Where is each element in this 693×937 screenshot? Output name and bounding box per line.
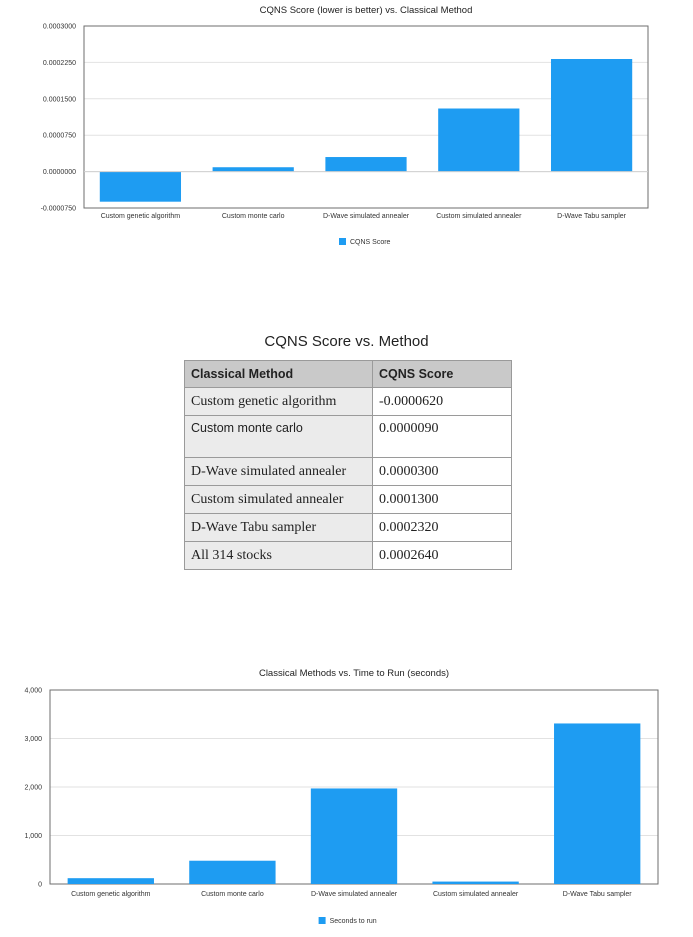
x-tick-label: D-Wave Tabu sampler bbox=[562, 891, 632, 898]
method-cell: D-Wave simulated annealer bbox=[185, 458, 373, 486]
y-tick-label: 2,000 bbox=[24, 784, 42, 792]
bar bbox=[189, 861, 275, 884]
y-tick-label: -0.0000750 bbox=[40, 205, 76, 213]
legend-label: Seconds to run bbox=[329, 918, 377, 925]
method-cell: Custom genetic algorithm bbox=[185, 388, 373, 416]
table-row bbox=[185, 388, 512, 416]
method-cell: All 314 stocks bbox=[185, 542, 373, 570]
x-tick-label: Custom monte carlo bbox=[221, 213, 285, 220]
table-row bbox=[185, 514, 512, 542]
y-tick-label: 0.0002250 bbox=[42, 59, 76, 67]
y-tick-label: 0 bbox=[38, 881, 42, 889]
x-tick-label: Custom simulated annealer bbox=[432, 891, 519, 898]
method-cell: D-Wave Tabu sampler bbox=[185, 514, 373, 542]
bar bbox=[551, 59, 632, 172]
bar bbox=[554, 723, 640, 884]
chart-title: CQNS Score (lower is better) vs. Classical Method bbox=[259, 5, 473, 16]
table-row bbox=[185, 486, 512, 514]
y-tick-label: 0.0003000 bbox=[42, 23, 76, 31]
y-tick-label: 1,000 bbox=[24, 833, 42, 840]
bar bbox=[68, 878, 154, 884]
cqns-chart bbox=[0, 0, 693, 260]
y-tick-label: 0.0000000 bbox=[42, 169, 76, 177]
table-row bbox=[185, 542, 512, 570]
score-cell: 0.0001300 bbox=[373, 486, 512, 514]
x-tick-label: D-Wave simulated annealer bbox=[310, 891, 398, 898]
score-cell: 0.0000090 bbox=[373, 416, 512, 458]
cqns-table bbox=[184, 360, 512, 570]
legend bbox=[319, 917, 377, 925]
score-cell: 0.0002320 bbox=[373, 514, 512, 542]
legend bbox=[339, 238, 391, 246]
score-cell: 0.0000300 bbox=[373, 458, 512, 486]
bar bbox=[100, 172, 181, 202]
bar bbox=[432, 882, 518, 884]
method-cell: Custom simulated annealer bbox=[185, 486, 373, 514]
header-cqns-score: CQNS Score bbox=[373, 361, 512, 388]
bar bbox=[311, 788, 397, 884]
table-header-row bbox=[185, 361, 512, 388]
bar bbox=[438, 109, 519, 172]
bar bbox=[325, 157, 406, 172]
runtime-chart bbox=[0, 660, 693, 937]
legend-swatch bbox=[339, 238, 346, 245]
y-tick-label: 0.0001500 bbox=[42, 96, 76, 104]
chart-title: Classical Methods vs. Time to Run (seconds) bbox=[258, 668, 450, 679]
legend-swatch bbox=[319, 917, 326, 924]
x-tick-label: Custom monte carlo bbox=[201, 891, 264, 898]
x-tick-label: Custom genetic algorithm bbox=[71, 891, 151, 898]
x-tick-label: Custom simulated annealer bbox=[436, 213, 522, 220]
x-tick-label: Custom genetic algorithm bbox=[100, 213, 181, 220]
y-tick-label: 0.0000750 bbox=[42, 132, 76, 140]
y-tick-label: 3,000 bbox=[24, 736, 42, 743]
header-classical-method: Classical Method bbox=[185, 361, 373, 388]
score-cell: 0.0002640 bbox=[373, 542, 512, 570]
x-tick-label: D-Wave simulated annealer bbox=[322, 213, 410, 220]
y-tick-label: 4,000 bbox=[24, 687, 42, 695]
table-row bbox=[185, 458, 512, 486]
table-title: CQNS Score vs. Method bbox=[264, 333, 429, 350]
method-cell: Custom monte carlo bbox=[185, 416, 373, 458]
score-cell: -0.0000620 bbox=[373, 388, 512, 416]
x-tick-label: D-Wave Tabu sampler bbox=[557, 213, 627, 220]
table-row bbox=[185, 416, 512, 458]
bar bbox=[213, 167, 294, 171]
legend-label: CQNS Score bbox=[350, 239, 391, 246]
